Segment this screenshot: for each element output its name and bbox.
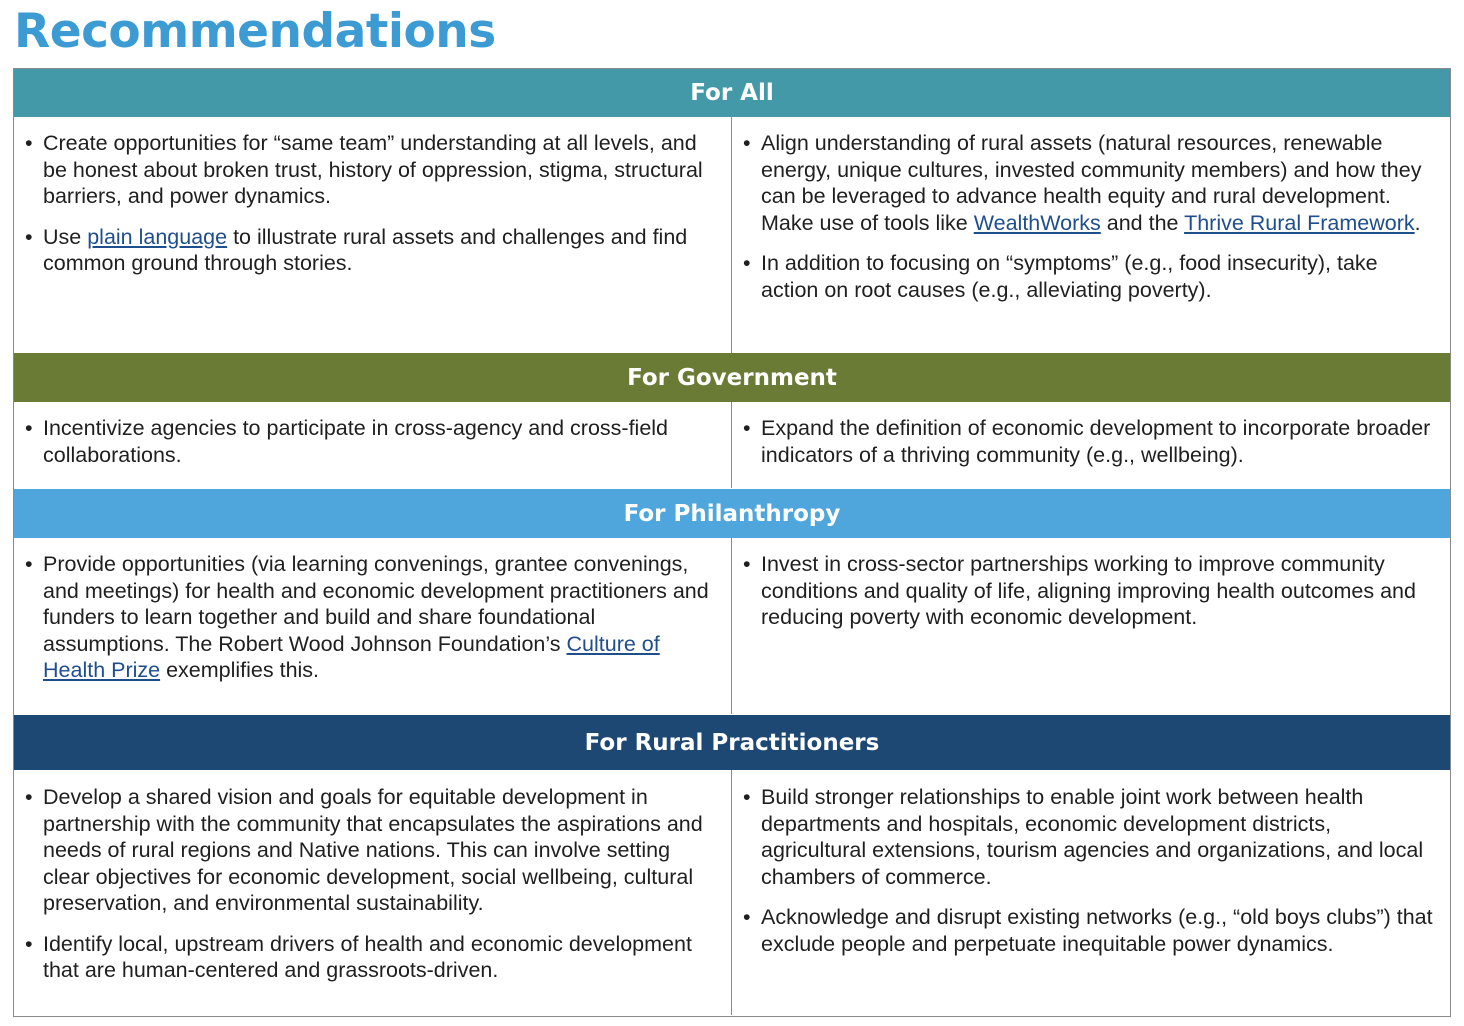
for-government-left-cell xyxy=(14,402,732,488)
list-item: • Acknowledge and disrupt existing networks (e.g., “old boys clubs”) that exclude people and perpetuate inequitable power dynamics. xyxy=(742,904,1438,957)
for-philanthropy-left-cell xyxy=(14,538,732,714)
section-header-for-all: For All xyxy=(14,69,1450,117)
list-item: • Expand the definition of economic development to incorporate broader indicators of a thriving community (e.g., wellbeing). xyxy=(742,415,1438,468)
list-item: • Build stronger relationships to enable joint work between health departments and hospitals, economic development districts, agricultural extensions, tourism agencies and organizations, and local chambers of commerce. xyxy=(742,784,1438,890)
section-header-for-philanthropy: For Philanthropy xyxy=(14,489,1450,538)
culture-of-health-prize-link[interactable]: Culture of Health Prize xyxy=(43,631,660,682)
list-item: • Provide opportunities (via learning convenings, grantee convenings, and meetings) for health and economic development practitioners and funders to learn together and build and share foundational assumptions. The Robert Wood Johnson Foundation’s Culture of Health Prize exemplifies this. xyxy=(24,551,719,684)
section-header-for-rural-practitioners: For Rural Practitioners xyxy=(14,715,1450,770)
plain-language-link[interactable]: plain language xyxy=(87,224,228,249)
list-item: • Create opportunities for “same team” understanding at all levels, and be honest about broken trust, history of oppression, stigma, structural barriers, and power dynamics. xyxy=(24,130,719,210)
section-row-for-rural-practitioners xyxy=(14,770,1450,1015)
list-item: • In addition to focusing on “symptoms” (e.g., food insecurity), take action on root causes (e.g., alleviating poverty). xyxy=(742,250,1438,303)
section-row-for-government xyxy=(14,402,1450,488)
list-item: • Use plain language to illustrate rural assets and challenges and find common ground through stories. xyxy=(24,224,719,277)
section-row-for-philanthropy xyxy=(14,538,1450,714)
recommendations-table xyxy=(13,68,1451,1017)
for-all-left-cell xyxy=(14,117,732,353)
list-item: • Develop a shared vision and goals for equitable development in partnership with the community that encapsulates the aspirations and needs of rural regions and Native nations. This can involve setting clear objectives for economic development, social wellbeing, cultural preservation, and environmental sustainability. xyxy=(24,784,719,917)
list-item: • Incentivize agencies to participate in cross-agency and cross-field collaborations. xyxy=(24,415,719,468)
for-government-right-cell xyxy=(732,402,1450,488)
list-item: • Invest in cross-sector partnerships working to improve community conditions and quality of life, aligning improving health outcomes and reducing poverty with economic development. xyxy=(742,551,1438,631)
list-item: • Identify local, upstream drivers of health and economic development that are human-centered and grassroots-driven. xyxy=(24,931,719,984)
for-all-right-cell xyxy=(732,117,1450,353)
for-philanthropy-right-cell xyxy=(732,538,1450,714)
list-item: • Align understanding of rural assets (natural resources, renewable energy, unique cultures, invested community members) and how they can be leveraged to advance health equity and rural development. Make use of tools like WealthWorks and the Thrive Rural Framework. xyxy=(742,130,1438,236)
wealthworks-link[interactable]: WealthWorks xyxy=(973,210,1101,235)
for-rural-left-cell xyxy=(14,770,732,1015)
section-header-for-government: For Government xyxy=(14,353,1450,402)
thrive-rural-framework-link[interactable]: Thrive Rural Framework xyxy=(1184,210,1415,235)
page-title: Recommendations xyxy=(14,4,496,59)
for-rural-right-cell xyxy=(732,770,1450,1015)
section-row-for-all xyxy=(14,117,1450,353)
